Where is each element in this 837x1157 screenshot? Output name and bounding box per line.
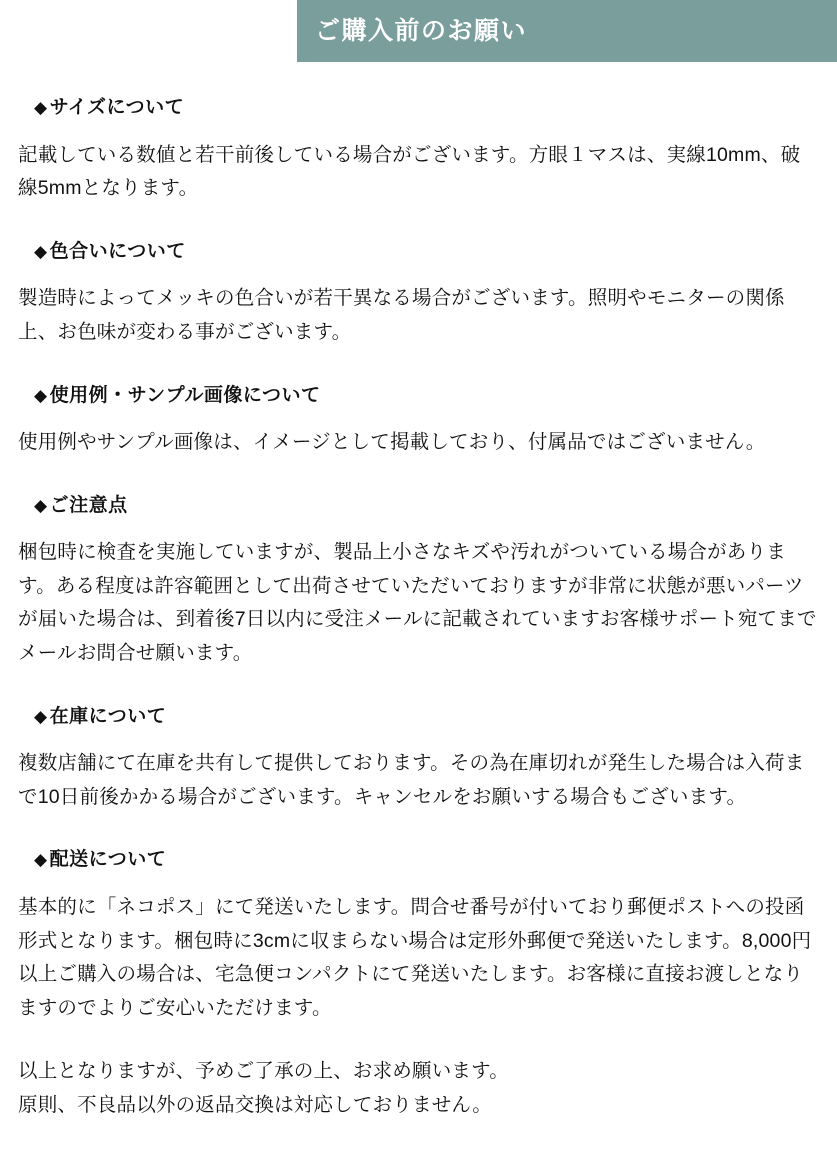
section-heading <box>34 494 819 519</box>
closing-line-1: 以上となりますが、予めご了承の上、お求め願います。 <box>18 1060 509 1083</box>
section-body <box>18 536 819 670</box>
section-body <box>18 426 819 460</box>
section-size <box>18 96 819 206</box>
section-shipping <box>18 848 819 1025</box>
diamond-icon: ◆ <box>34 495 48 515</box>
section-heading-text: 使用例・サンプル画像について <box>49 384 321 406</box>
diamond-icon: ◆ <box>34 706 48 726</box>
page-title: ご購入前のお願い <box>315 16 528 45</box>
closing-line-2: 原則、不良品以外の返品交換は対応しておりません。 <box>18 1093 492 1116</box>
page-header <box>0 0 837 62</box>
section-caution <box>18 494 819 671</box>
diamond-icon: ◆ <box>34 850 48 870</box>
diamond-icon: ◆ <box>34 385 48 405</box>
section-stock <box>18 705 819 815</box>
section-body <box>18 282 819 349</box>
section-heading <box>34 848 819 873</box>
section-body-text: 複数店舗にて在庫を共有して提供しております。その為在庫切れが発生した場合は入荷まで10日前後かかる場合がございます。キャンセルをお願いする場合もございます。 <box>18 752 805 808</box>
section-body <box>18 891 819 1025</box>
section-heading <box>34 705 819 730</box>
section-heading-text: 配送について <box>49 849 167 871</box>
section-body-text: 記載している数値と若干前後している場合がございます。方眼１マスは、実線10mm、破線5mmとなります。 <box>18 143 801 200</box>
section-body-text: 基本的に「ネコポス」にて発送いたします。問合せ番号が付いており郵便ポストへの投函形式となります。梱包時に3cmに収まらない場合は定形外郵便で発送いたします。8,000円以上ご購入の場合は、宅急便コンパクトにて発送いたします。お客様に直接お渡しとなりますのでよりご安心いただけます。 <box>18 895 812 1019</box>
section-heading <box>34 96 819 121</box>
notice-content <box>0 96 837 1122</box>
diamond-icon: ◆ <box>34 98 48 117</box>
section-heading-text: 在庫について <box>49 705 167 727</box>
section-heading <box>34 240 819 265</box>
section-body <box>18 747 819 814</box>
section-heading-text: ご注意点 <box>49 494 128 516</box>
section-heading <box>34 384 819 409</box>
closing-note <box>18 1055 819 1122</box>
section-sample-image <box>18 384 819 460</box>
section-heading-text: 色合いについて <box>49 240 186 262</box>
diamond-icon: ◆ <box>34 241 48 261</box>
header-title-box <box>297 0 837 62</box>
section-heading-text: サイズについて <box>49 97 185 118</box>
header-left-spacer <box>0 0 297 62</box>
section-body <box>18 139 819 206</box>
section-body-text: 梱包時に検査を実施していますが、製品上小さなキズや汚れがついている場合があります。ある程度は許容範囲として出荷させていただいておりますが非常に状態が悪いパーツが届いた場合は、到着後7日以内に受注メールに記載されていますお客様サポート宛てまでメールお問合せ願います。 <box>18 541 817 664</box>
section-body-text: 使用例やサンプル画像は、イメージとして掲載しており、付属品ではございません。 <box>18 431 766 454</box>
section-body-text: 製造時によってメッキの色合いが若干異なる場合がございます。照明やモニターの関係上、お色味が変わる事がございます。 <box>18 287 785 343</box>
section-color <box>18 240 819 350</box>
